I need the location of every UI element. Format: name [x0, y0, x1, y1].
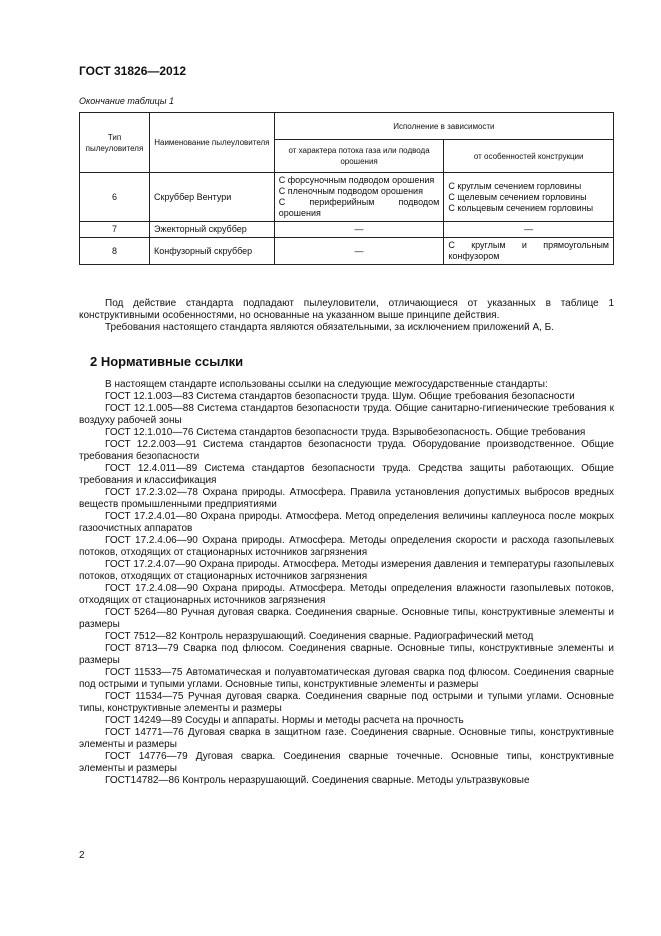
row-name: Скруббер Вентури [149, 173, 274, 222]
header-type: Тип пылеуловителя [80, 113, 150, 173]
row-name: Конфузорный скруббер [149, 238, 274, 265]
intro-text [79, 298, 614, 334]
flow-option: С форсуночным подводом орошения [278, 175, 435, 185]
reference-item: ГОСТ 11533—75 Автоматическая и полуавтоматическая дуговая сварка под флюсом. Соединения сварные под острыми и тупыми углами. Основные типы, конструктивные элементы и размеры [79, 667, 614, 690]
reference-item: ГОСТ 17.2.3.02—78 Охрана природы. Атмосфера. Правила установления допустимых выбросов вредных веществ промышленными предприятиями [79, 487, 614, 510]
flow-option: С периферийным подводом орошения [278, 197, 440, 218]
reference-item: ГОСТ 12.1.003—83 Система стандартов безопасности труда. Шум. Общие требования безопасности [105, 391, 575, 402]
row-design [444, 173, 614, 222]
row-num: 6 [80, 173, 150, 222]
paragraph: Требования настоящего стандарта являются обязательными, за исключением приложений А, Б. [105, 322, 555, 333]
reference-item: ГОСТ 17.2.4.07—90 Охрана природы. Атмосфера. Методы измерения давления и температуры газопылевых потоков, отходящих от стационарных источников загрязнения [79, 559, 614, 582]
dust-collector-table [79, 112, 614, 265]
reference-item: ГОСТ 12.1.010—76 Система стандартов безопасности труда. Взрывобезопасность. Общие требования [105, 427, 586, 438]
table-row [80, 173, 614, 222]
reference-item: ГОСТ 14249—89 Сосуды и аппараты. Нормы и методы расчета на прочность [105, 715, 464, 726]
reference-item: ГОСТ 7512—82 Контроль неразрушающий. Соединения сварные. Радиографический метод [105, 631, 534, 642]
design-option: С щелевым сечением горловины [448, 191, 587, 202]
row-flow: — [274, 238, 444, 265]
references-list [79, 379, 614, 787]
section-title: 2 Нормативные ссылки [90, 354, 244, 369]
design-option: С круглым сечением горловины [448, 180, 582, 191]
paragraph: Под действие стандарта подпадают пылеуловители, отличающиеся от указанных в таблице 1 конструктивными особенностями, но основанные на указанном выше принципе действия. [79, 298, 614, 321]
reference-item: ГОСТ 17.2.4.08—90 Охрана природы. Атмосфера. Методы определения влажности газопылевых потоков, отходящих от стационарных источников загрязнения [79, 583, 614, 606]
row-num: 7 [80, 222, 150, 238]
row-num: 8 [80, 238, 150, 265]
row-design: С круглым и прямоугольным конфузором [444, 238, 614, 265]
row-design: — [444, 222, 614, 238]
header-by-design: от особенностей конструкции [444, 140, 614, 173]
reference-item: ГОСТ 11534—75 Ручная дуговая сварка. Соединения сварные под острыми и тупыми углами. Основные типы, конструктивные элементы и размеры [79, 691, 614, 714]
flow-option: С пленочным подводом орошения [278, 186, 423, 196]
table-row [80, 238, 614, 265]
table-caption: Окончание таблицы 1 [79, 96, 174, 106]
row-flow: — [274, 222, 444, 238]
reference-item: ГОСТ 14776—79 Дуговая сварка. Соединения сварные точечные. Основные типы, конструктивные элементы и размеры [79, 751, 614, 774]
reference-item: ГОСТ 12.1.005—88 Система стандартов безопасности труда. Общие санитарно-гигиенические требования к воздуху рабочей зоны [79, 403, 614, 426]
document-code-header: ГОСТ 31826—2012 [79, 64, 187, 78]
header-name: Наименование пылеуловителя [149, 113, 274, 173]
table-row [80, 222, 614, 238]
reference-item: ГОСТ14782—86 Контроль неразрушающий. Соединения сварные. Методы ультразвуковые [105, 775, 530, 786]
reference-item: ГОСТ 17.2.4.01—80 Охрана природы. Атмосфера. Метод определения величины каплеуноса после мокрых газоочистных аппаратов [79, 511, 614, 534]
reference-item: ГОСТ 12.4.011—89 Система стандартов безопасности труда. Средства защиты работающих. Общие требования и классификация [79, 463, 614, 486]
reference-item: ГОСТ 8713—79 Сварка под флюсом. Соединения сварные. Основные типы, конструктивные элементы и размеры [79, 643, 614, 666]
reference-item: ГОСТ 14771—76 Дуговая сварка в защитном газе. Соединения сварные. Основные типы, конструктивные элементы и размеры [79, 727, 614, 750]
references-lead: В настоящем стандарте использованы ссылки на следующие межгосударственные стандарты: [105, 379, 548, 390]
page-number: 2 [79, 850, 85, 861]
row-flow [274, 173, 444, 222]
design-option: С кольцевым сечением горловины [448, 202, 594, 213]
reference-item: ГОСТ 17.2.4.06—90 Охрана природы. Атмосфера. Методы определения скорости и расхода газопылевых потоков, отходящих от стационарных источников загрязнения [79, 535, 614, 558]
header-execution: Исполнение в зависимости [274, 113, 613, 140]
reference-item: ГОСТ 12.2.003—91 Система стандартов безопасности труда. Оборудование производственное. Общие требования безопасности [79, 439, 614, 462]
reference-item: ГОСТ 5264—80 Ручная дуговая сварка. Соединения сварные. Основные типы, конструктивные элементы и размеры [79, 607, 614, 630]
row-name: Эжекторный скруббер [149, 222, 274, 238]
header-by-flow: от характера потока газа или подвода орошения [274, 140, 444, 173]
